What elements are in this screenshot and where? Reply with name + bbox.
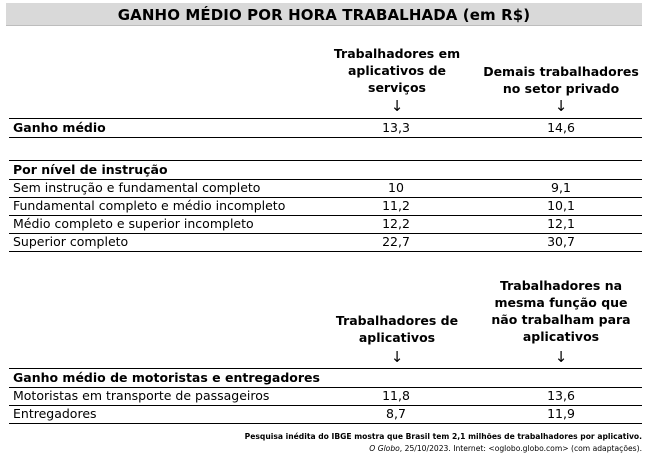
arrow-down-icon: ↓ [554,97,568,115]
col2-header-private: Demais trabalhadores no setor privado [483,64,639,96]
value-app: 13,3 [382,120,410,135]
table-row-overall [9,118,642,138]
col1-header-app-workers: Trabalhadores de aplicativos [335,313,459,345]
table-row: Sem instrução e fundamental completo 10 9,1 [9,179,642,198]
col2-header-same-function: Trabalhadores na mesma função que não trabalham para aplicativos [491,278,631,344]
title-bar [6,3,642,26]
table-row: Motoristas em transporte de passageiros 11,8 13,6 [9,387,642,406]
col1-header-services: Trabalhadores em aplicativos de serviços [333,46,461,95]
table-title: GANHO MÉDIO POR HORA TRABALHADA (em R$) [117,6,531,24]
value-others: 14,6 [547,120,575,135]
table-row: Superior completo 22,7 30,7 [9,233,642,252]
section-heading-drivers: Ganho médio de motoristas e entregadores [9,368,642,388]
table-row: Médio completo e superior incompleto 12,2 12,1 [9,215,642,234]
arrow-down-icon: ↓ [554,348,568,366]
footer-source: O Globo, 25/10/2023. Internet: <oglobo.globo.com> (com adaptações). [369,444,642,453]
arrow-down-icon: ↓ [390,97,404,115]
section-heading-instruction: Por nível de instrução [9,160,642,180]
arrow-down-icon: ↓ [390,348,404,366]
table-row: Fundamental completo e médio incompleto 11,2 10,1 [9,197,642,216]
row-label: Ganho médio [13,120,106,135]
footer-note: Pesquisa inédita do IBGE mostra que Brasil tem 2,1 milhões de trabalhadores por aplicativo. [244,432,642,441]
table-row: Entregadores 8,7 11,9 [9,405,642,424]
source-name: O Globo [369,444,400,453]
